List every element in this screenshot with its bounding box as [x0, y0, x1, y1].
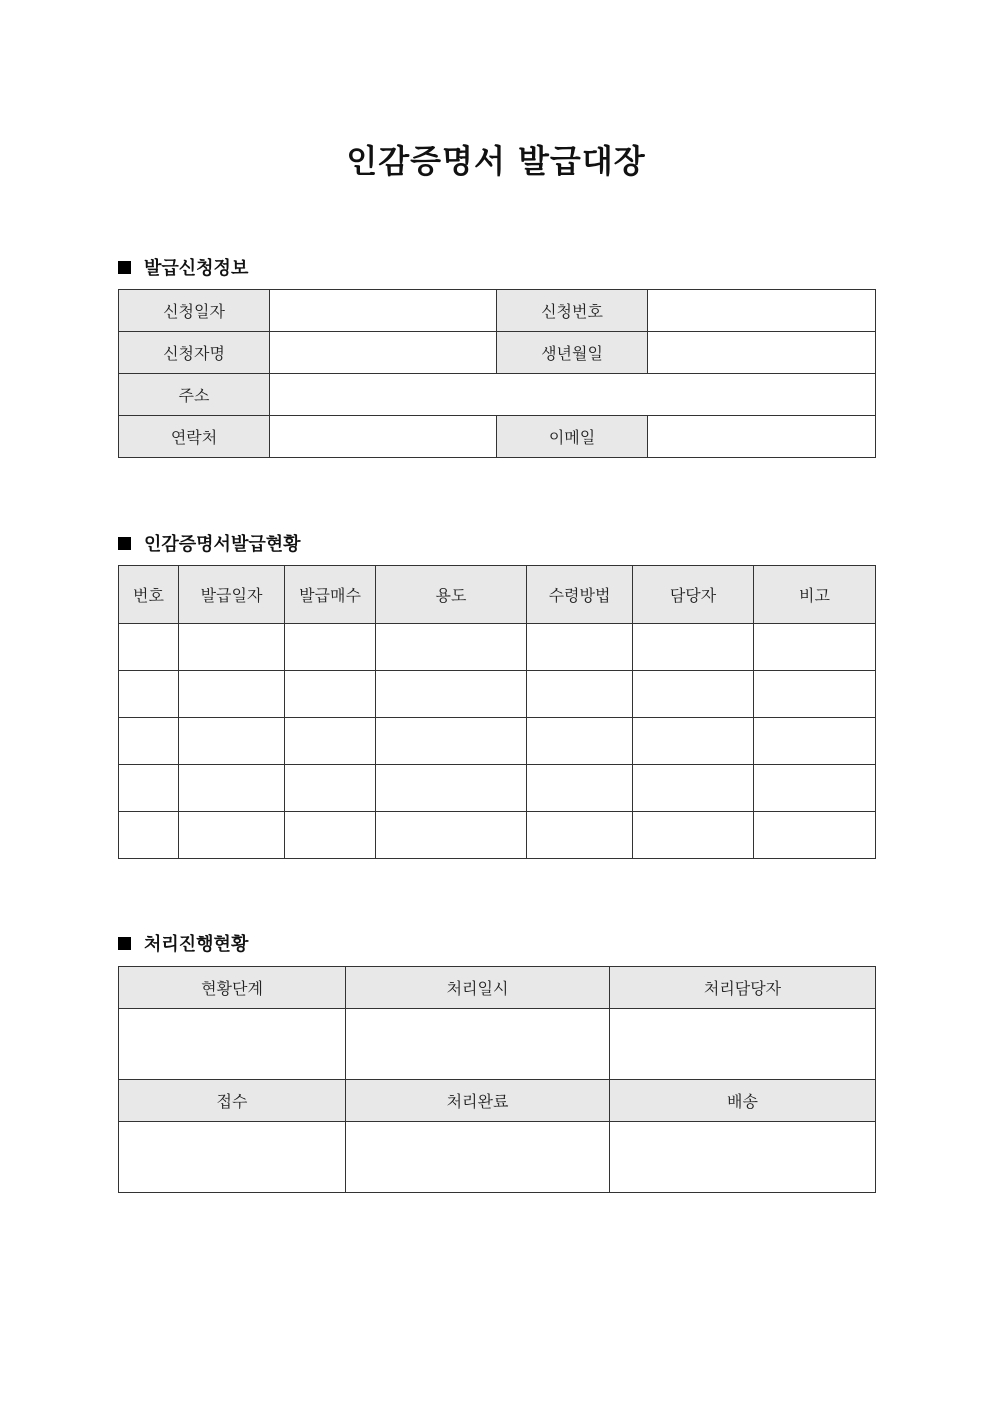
table-row: [119, 671, 876, 718]
section-heading-processing-status: [118, 930, 248, 956]
table-cell[interactable]: [119, 624, 179, 671]
table-cell[interactable]: [527, 765, 633, 812]
email-label: 이메일: [497, 416, 648, 458]
table-cell[interactable]: [527, 624, 633, 671]
table-cell[interactable]: [633, 812, 754, 859]
completed-field[interactable]: [346, 1122, 610, 1193]
table-row: [119, 624, 876, 671]
section-heading-label: 처리진행현황: [144, 934, 249, 955]
apply-date-field[interactable]: [270, 290, 497, 332]
table-row: [119, 812, 876, 859]
application-info-table: [118, 289, 876, 458]
address-field[interactable]: [270, 374, 876, 416]
table-row: [119, 718, 876, 765]
applicant-name-field[interactable]: [270, 332, 497, 374]
table-cell[interactable]: [633, 765, 754, 812]
delivery-label: 배송: [610, 1080, 876, 1122]
table-row: [119, 1122, 876, 1193]
birth-date-field[interactable]: [648, 332, 876, 374]
birth-date-label: 생년월일: [497, 332, 648, 374]
section-heading-application-info: [118, 254, 248, 280]
table-cell[interactable]: [179, 812, 285, 859]
applicant-name-label: 신청자명: [119, 332, 270, 374]
apply-number-field[interactable]: [648, 290, 876, 332]
table-cell[interactable]: [179, 624, 285, 671]
table-cell[interactable]: [119, 765, 179, 812]
table-cell[interactable]: [633, 671, 754, 718]
processing-datetime-label: 처리일시: [346, 967, 610, 1009]
table-row: [119, 1009, 876, 1080]
table-cell[interactable]: [633, 624, 754, 671]
table-cell[interactable]: [527, 718, 633, 765]
table-cell[interactable]: [285, 671, 376, 718]
processing-manager-field[interactable]: [610, 1009, 876, 1080]
status-stage-label: 현황단계: [119, 967, 346, 1009]
table-cell[interactable]: [754, 812, 876, 859]
table-cell[interactable]: [285, 624, 376, 671]
table-cell[interactable]: [376, 624, 527, 671]
table-header-row: [119, 566, 876, 624]
square-bullet-icon: [118, 261, 131, 274]
table-row: [119, 765, 876, 812]
table-cell[interactable]: [376, 812, 527, 859]
contact-field[interactable]: [270, 416, 497, 458]
table-header-row: [119, 1080, 876, 1122]
issuance-status-table: [118, 565, 876, 859]
table-cell[interactable]: [376, 671, 527, 718]
table-cell[interactable]: [527, 671, 633, 718]
apply-number-label: 신청번호: [497, 290, 648, 332]
table-cell[interactable]: [527, 812, 633, 859]
table-cell[interactable]: [179, 671, 285, 718]
table-row: [119, 416, 876, 458]
column-header-manager: 담당자: [633, 566, 754, 624]
table-cell[interactable]: [633, 718, 754, 765]
received-field[interactable]: [119, 1122, 346, 1193]
square-bullet-icon: [118, 537, 131, 550]
table-cell[interactable]: [119, 812, 179, 859]
section-heading-label: 인감증명서발급현황: [144, 534, 301, 555]
processing-status-table: [118, 966, 876, 1193]
square-bullet-icon: [118, 937, 131, 950]
table-cell[interactable]: [754, 671, 876, 718]
column-header-issue-date: 발급일자: [179, 566, 285, 624]
column-header-issue-count: 발급매수: [285, 566, 376, 624]
table-row: [119, 332, 876, 374]
page-title: 인감증명서 발급대장: [346, 142, 646, 180]
processing-manager-label: 처리담당자: [610, 967, 876, 1009]
status-stage-field[interactable]: [119, 1009, 346, 1080]
table-row: [119, 374, 876, 416]
section-heading-label: 발급신청정보: [144, 258, 249, 279]
column-header-purpose: 용도: [376, 566, 527, 624]
table-cell[interactable]: [119, 671, 179, 718]
apply-date-label: 신청일자: [119, 290, 270, 332]
table-cell[interactable]: [754, 718, 876, 765]
table-cell[interactable]: [179, 765, 285, 812]
processing-datetime-field[interactable]: [346, 1009, 610, 1080]
delivery-field[interactable]: [610, 1122, 876, 1193]
column-header-number: 번호: [119, 566, 179, 624]
table-cell[interactable]: [119, 718, 179, 765]
table-cell[interactable]: [376, 718, 527, 765]
table-cell[interactable]: [754, 765, 876, 812]
received-label: 접수: [119, 1080, 346, 1122]
table-cell[interactable]: [754, 624, 876, 671]
section-heading-issuance-status: [118, 530, 301, 556]
address-label: 주소: [119, 374, 270, 416]
column-header-receipt-method: 수령방법: [527, 566, 633, 624]
email-field[interactable]: [648, 416, 876, 458]
completed-label: 처리완료: [346, 1080, 610, 1122]
table-row: [119, 290, 876, 332]
table-cell[interactable]: [285, 718, 376, 765]
table-cell[interactable]: [285, 765, 376, 812]
column-header-remarks: 비고: [754, 566, 876, 624]
table-cell[interactable]: [179, 718, 285, 765]
contact-label: 연락처: [119, 416, 270, 458]
table-cell[interactable]: [376, 765, 527, 812]
table-header-row: [119, 967, 876, 1009]
table-cell[interactable]: [285, 812, 376, 859]
